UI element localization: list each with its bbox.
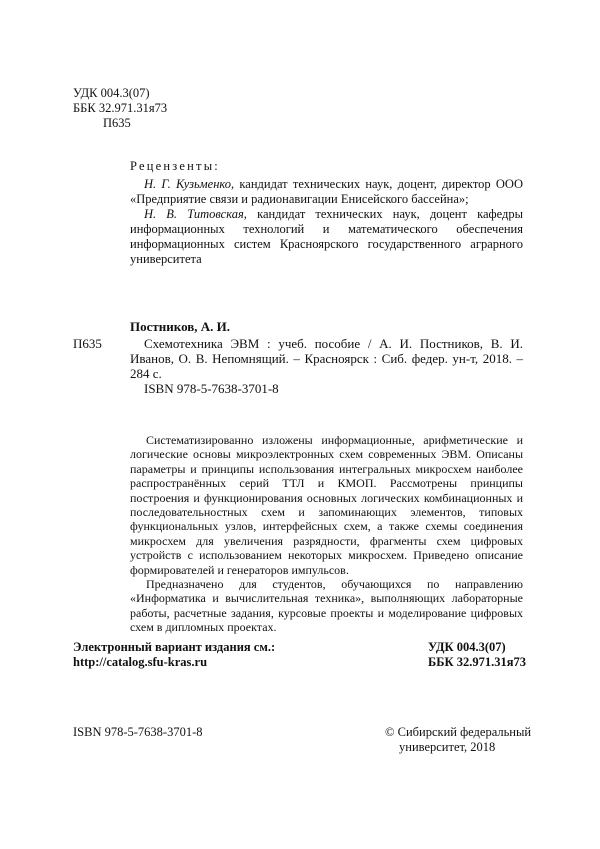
reviewer-item: [130, 177, 523, 207]
cutter-mark: П635: [73, 336, 102, 351]
copyright-line: университет, 2018: [399, 740, 496, 754]
reviewer-name: Н. Г. Кузьменко: [144, 177, 232, 191]
reviewer-details: , кандидат технических наук, доцент, директор ООО «Предприятие связи и радионавигации Енисейского бассейна»;: [130, 177, 523, 206]
electronic-version-label: Электронный вариант издания см.:: [73, 640, 276, 654]
bbk-code-bottom: ББК 32.971.31я73: [428, 655, 526, 669]
cutter-code: П635: [103, 116, 131, 130]
reviewers-list: [130, 177, 523, 267]
copyright: [385, 725, 531, 755]
footer-isbn: ISBN 978-5-7638-3701-8: [73, 725, 203, 739]
author-heading: Постников, А. И.: [130, 319, 231, 334]
udk-code-bottom: УДК 004.3(07): [428, 640, 506, 654]
copyright-line: © Сибирский федеральный: [385, 725, 532, 739]
annotation: [130, 433, 523, 635]
reviewers-heading: Рецензенты:: [130, 159, 220, 173]
bib-text: Схемотехника ЭВМ : учеб. пособие / А. И. Постников, В. И. Иванов, О. В. Непомнящий. – Красноярск : Сиб. федер. ун-т, 2018. – 284 с.: [130, 336, 523, 381]
electronic-codes: [428, 640, 526, 670]
annotation-paragraph: Предназначено для студентов, обучающихся по направлению «Информатика и вычислительная техника», выполняющих лабораторные работы, расчетные задания, курсовые проекты и моделирование цифровых схем в дипломных проектах.: [130, 577, 523, 635]
classification-block: [73, 86, 167, 131]
annotation-paragraph: Систематизированно изложены информационные, арифметические и логические основы микроэлектронных схем современных ЭВМ. Описаны параметры и принципы использования интегральных микросхем наиболее распространённых серий ТТЛ и КМОП. Рассмотрены принципы построения и функционирования основных логических комбинационных и последовательностных схем и запоминающих элементов, типовых функциональных узлов, интерфейсных схем, а также схемы соединения микросхем для увеличения разрядности, фрагменты схем цифровых устройств с использованием некоторых микросхем. Приведено описание формирователей и генераторов импульсов.: [130, 433, 523, 577]
reviewer-name: Н. В. Титовская: [144, 207, 244, 221]
electronic-version-block: [73, 640, 275, 670]
reviewer-details: , кандидат технических наук, доцент кафедры информационных технологий и математического обеспечения информационных систем Красноярского государственного аграрного университета: [130, 207, 524, 266]
bbk-code: ББК 32.971.31я73: [73, 101, 168, 115]
bib-isbn: ISBN 978-5-7638-3701-8: [144, 381, 279, 396]
reviewer-item: [130, 207, 523, 267]
bibliographic-description: [130, 336, 523, 396]
catalog-link[interactable]: http://catalog.sfu-kras.ru: [73, 655, 208, 669]
udk-code: УДК 004.3(07): [73, 86, 150, 100]
